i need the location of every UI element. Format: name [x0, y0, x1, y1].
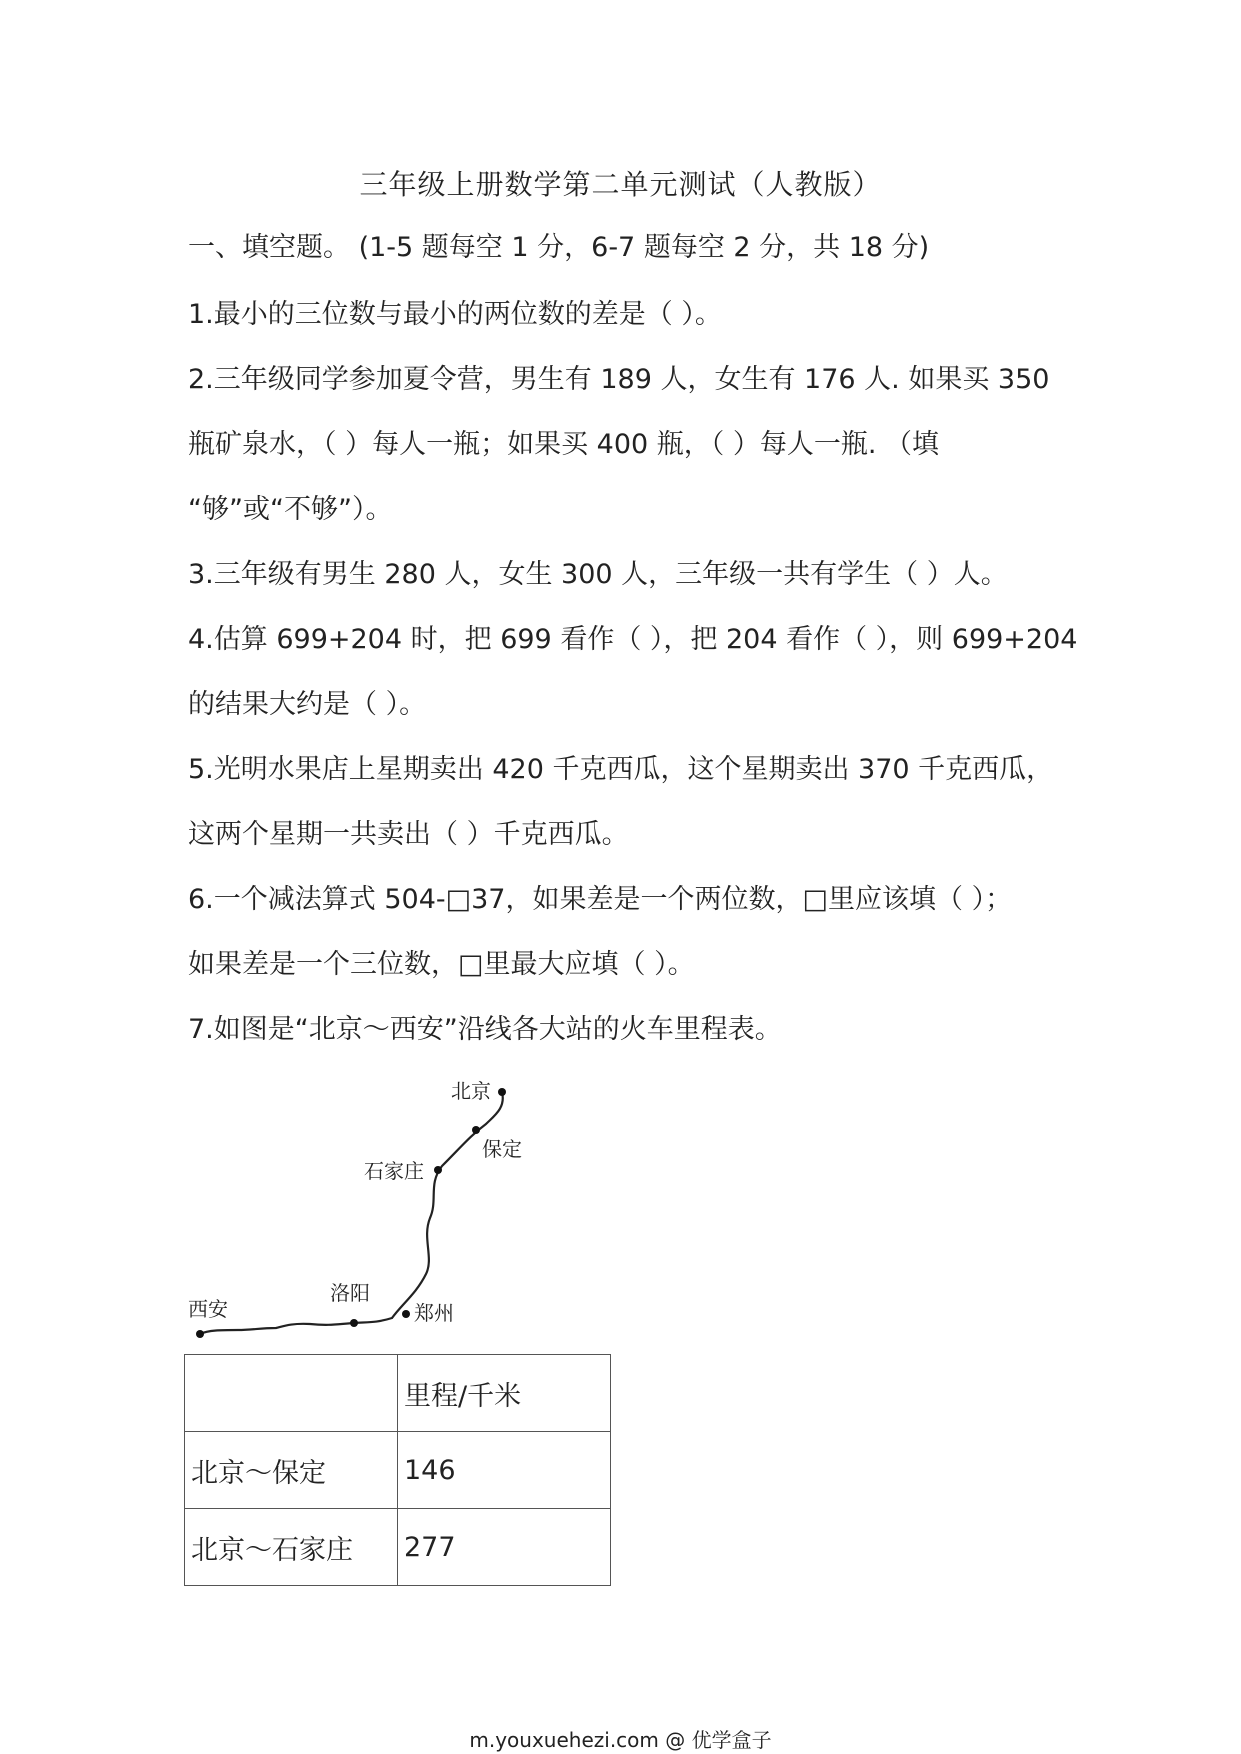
railway-map — [180, 1068, 540, 1338]
page-title: 三年级上册数学第二单元测试（人教版） — [359, 168, 882, 201]
table-cell-route: 北京～石家庄 — [185, 1509, 398, 1586]
question-line-1: 1.最小的三位数与最小的两位数的差是（ ）。 — [188, 299, 722, 330]
mileage-table — [184, 1354, 611, 1586]
station-label-zhengzhou: 郑州 — [414, 1301, 454, 1325]
question-line-5: 3.三年级有男生 280 人，女生 300 人，三年级一共有学生（ ）人。 — [188, 559, 1008, 590]
station-dot-xian — [196, 1330, 204, 1338]
question-line-6: 4.估算 699+204 时，把 699 看作（ ），把 204 看作（ ），则 699+204 — [188, 624, 1078, 655]
table-header-cell: 里程/千米 — [398, 1355, 611, 1432]
station-dot-luoyang — [350, 1319, 358, 1327]
table-row — [185, 1432, 611, 1509]
question-line-10: 6.一个减法算式 504-□37，如果差是一个两位数，□里应该填（ ）； — [188, 884, 1013, 915]
station-label-beijing: 北京 — [451, 1079, 491, 1103]
question-line-3: 瓶矿泉水，（ ）每人一瓶；如果买 400 瓶，（ ）每人一瓶. （填 — [188, 429, 940, 460]
question-line-9: 这两个星期一共卖出（ ）千克西瓜。 — [188, 819, 629, 850]
station-label-xian: 西安 — [188, 1297, 228, 1321]
table-cell-distance: 277 — [398, 1509, 611, 1586]
station-label-luoyang: 洛阳 — [330, 1281, 370, 1305]
question-line-11: 如果差是一个三位数，□里最大应填（ ）。 — [188, 949, 695, 980]
question-line-2: 2.三年级同学参加夏令营，男生有 189 人，女生有 176 人. 如果买 350 — [188, 364, 1050, 395]
table-header-row — [185, 1355, 611, 1432]
station-label-baoding: 保定 — [482, 1137, 522, 1161]
station-dot-shijiazhuang — [434, 1166, 442, 1174]
station-dot-zhengzhou — [402, 1310, 410, 1318]
table-header-cell — [185, 1355, 398, 1432]
table-cell-route: 北京～保定 — [185, 1432, 398, 1509]
station-label-shijiazhuang: 石家庄 — [364, 1159, 424, 1183]
section-heading: 一、填空题。 (1-5 题每空 1 分，6-7 题每空 2 分，共 18 分) — [188, 232, 930, 263]
station-dot-baoding — [472, 1126, 480, 1134]
question-line-4: “够”或“不够”）。 — [188, 494, 393, 525]
table-cell-distance: 146 — [398, 1432, 611, 1509]
question-line-8: 5.光明水果店上星期卖出 420 千克西瓜，这个星期卖出 370 千克西瓜， — [188, 754, 1054, 785]
question-line-7: 的结果大约是（ ）。 — [188, 689, 427, 720]
table-row — [185, 1509, 611, 1586]
question-line-12: 7.如图是“北京～西安”沿线各大站的火车里程表。 — [188, 1014, 782, 1045]
footer-watermark: m.youxuehezi.com @ 优学盒子 — [469, 1728, 772, 1752]
station-dot-beijing — [498, 1088, 506, 1096]
